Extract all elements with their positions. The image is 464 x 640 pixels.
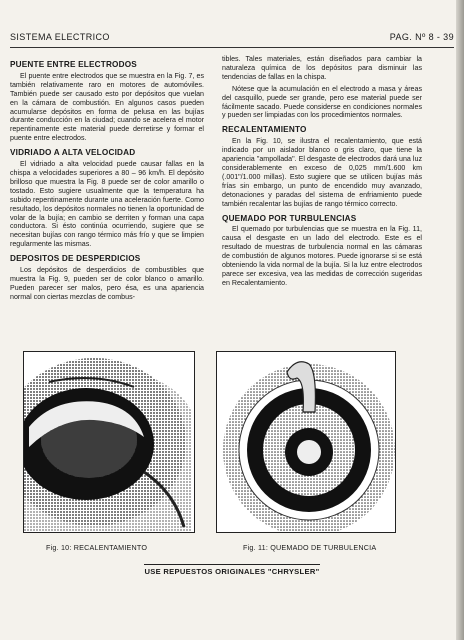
figure-10-spark-plug-photo [23,351,195,533]
figure-10-caption: Fig. 10: RECALENTAMIENTO [46,543,148,552]
header-rule [10,47,454,48]
paragraph: El quemado por turbulencias que se muestra en la Fig. 11, causa el desgaste en un lado del electrodo. Este es el resultado de muestras de turbulencia normal en las cámaras de combustión de algunos motores. Puede ignorarse si se está obteniendo la vida normal de la bujía. Si la luz entre electrodos parece ser excesiva, vea las medidas de corrección sugeridas en Recalentamiento. [222,225,422,287]
page-edge-shadow [456,0,464,640]
section-heading: PUENTE ENTRE ELECTRODOS [10,60,137,69]
section-heading: QUEMADO POR TURBULENCIAS [222,213,357,223]
section-heading: DEPOSITOS DE DESPERDICIOS [10,254,141,264]
left-column [10,55,204,305]
paragraph: Los depósitos de desperdicios de combustibles que muestra la Fig. 9, pueden ser de color blanco o amarillo. Pueden parecer ser malos, pero ésa, es una apariencia normal con ciertas mezclas de combus- [10,266,204,301]
section-title: SISTEMA ELECTRICO [10,32,110,42]
paragraph: El puente entre electrodos que se muestra en la Fig. 7, es también relativamente raro en motores de automóviles. También puede ser causado esto por depósitos que vuelan en la cámara de combustión. En algunos casos pueden acumularse depósitos en forma de pelusa en las bujías durante conducción en la ciudad; cuando se acelera el motor repentinamente este material puede derretirse y formar el puente entre electrodos. [10,71,204,143]
paragraph: tibles. Tales materiales, están diseñados para cambiar la naturaleza química de los depósitos para disminuir las tendencias de fallas en la chispa. [222,55,422,81]
figure-11-spark-plug-photo [216,351,396,533]
footer-text: USE REPUESTOS ORIGINALES "CHRYSLER" [144,564,319,576]
page-number: PAG. Nº 8 - 39 [389,32,454,42]
figure-11-caption: Fig. 11: QUEMADO DE TURBULENCIA [243,543,377,552]
spark-plug-turbulence-illustration [217,352,395,532]
section-heading: VIDRIADO A ALTA VELOCIDAD [10,148,136,158]
page-header [10,32,454,46]
page-footer [0,567,464,576]
section-heading: RECALENTAMIENTO [222,125,307,135]
paragraph: En la Fig. 10, se ilustra el recalentamiento, que está indicado por un aislador blanco o gris claro, que tiene la apariencia "ampollada". El desgaste de electrodos dará una luz considerablemente en exceso de 0,025 mm/1.600 km (.001"/1.000 millas). Esto sugiere que se utilicen bujías más frías sin embargo, un punto de encendido muy avanzado, detonaciones y paradas del sistema de enfriamiento puede también recalentar las bujías de rango térmico correcto. [222,137,422,208]
paragraph: El vidriado a alta velocidad puede causar fallas en la chispa a velocidades superiores a 80 – 96 km/h. El depósito brilloso que muestra la Fig. 8 puede ser de color amarillo o tostado. Esto sugiere usualmente que la temperatura ha subido repentinamente durante una aceleración fuerte. Como resultado, los depósitos normales no tienen la oportunidad de volar de la bujía; en cambio se derriten y forman una capa conductora. Si ésto continúa ocurriendo, sugiere que se necesitan bujías con rango térmico más frío y que se limpien regularmente las mismas. [10,160,204,249]
right-column [222,55,422,291]
paragraph: Nótese que la acumulación en el electrodo a masa y áreas del casquillo, puede ser grande, pero ese material puede ser fácilmente sacado. Puede considerse en condiciones normales y pueden ser limpiadas con los procedimientos normales. [222,84,422,120]
spark-plug-overheating-illustration [24,352,194,532]
